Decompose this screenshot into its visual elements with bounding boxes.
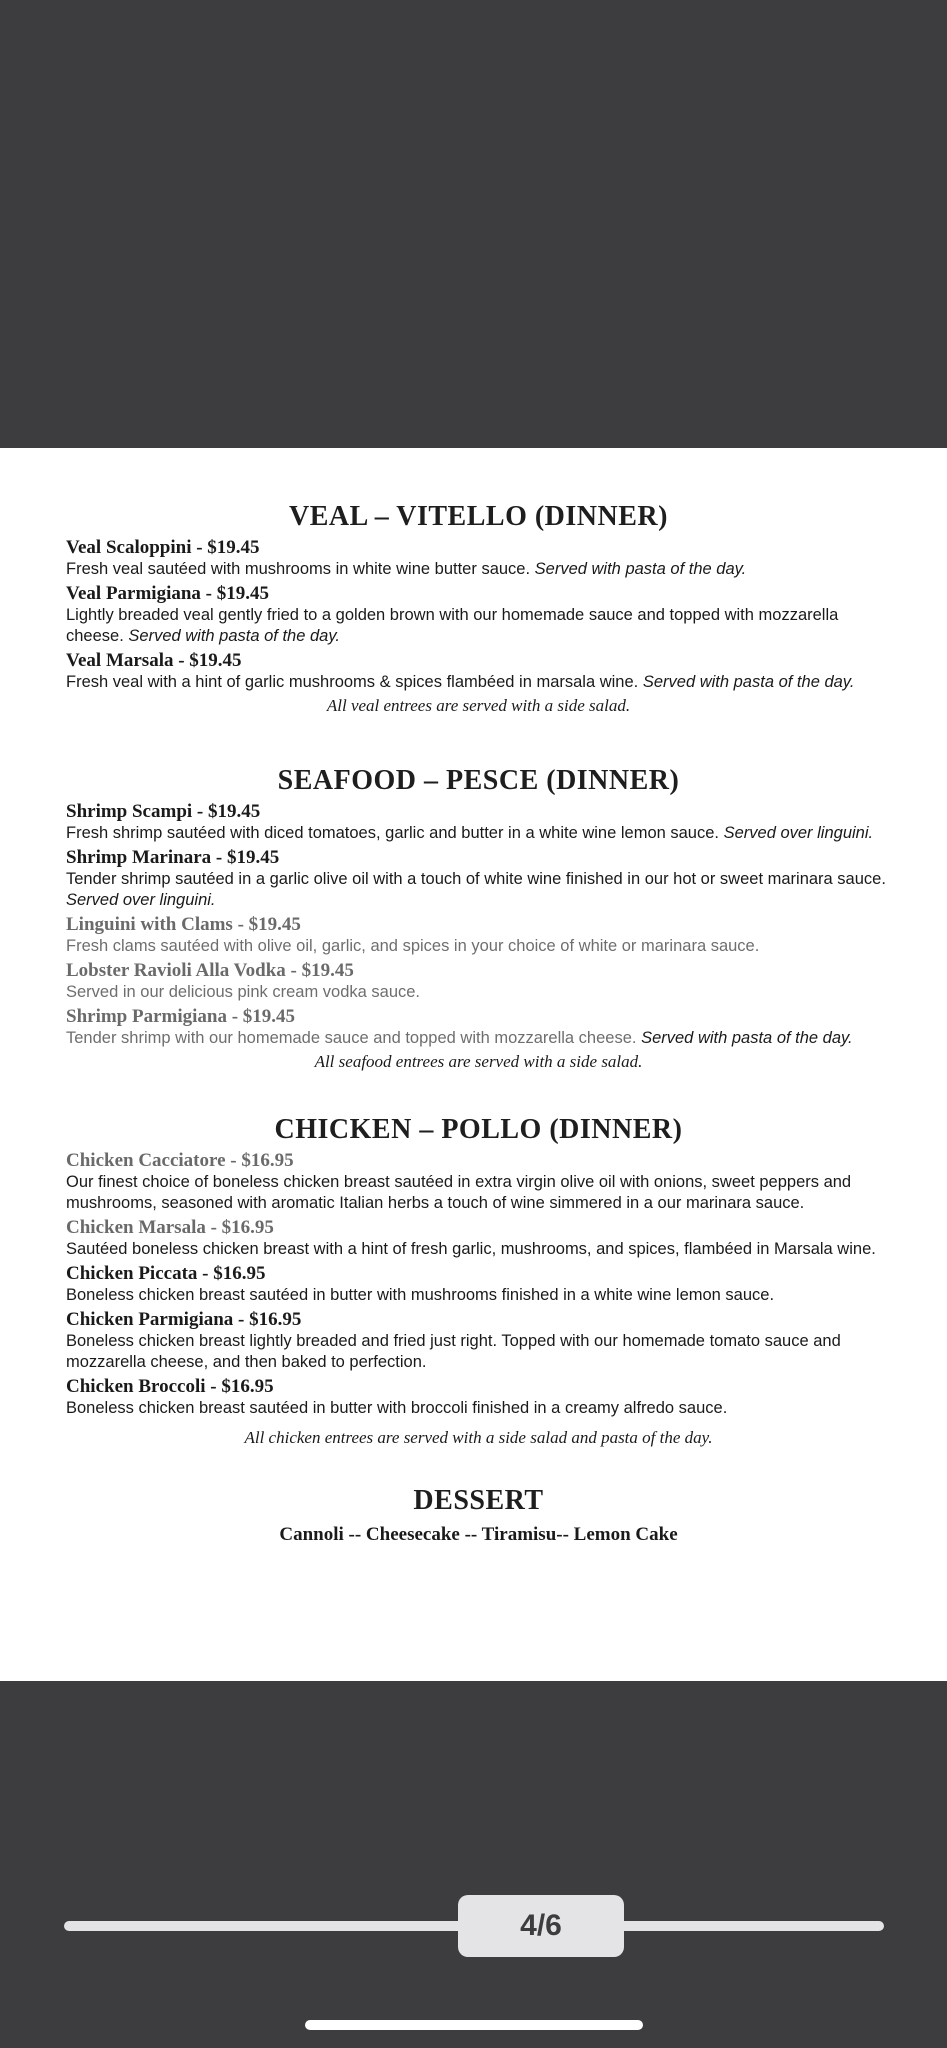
seafood-note: All seafood entrees are served with a side salad.: [314, 1052, 643, 1071]
page-indicator[interactable]: 4/6: [458, 1895, 624, 1957]
menu-item-desc: Lightly breaded veal gently fried to a golden brown with our homemade sauce and topped with mozzarella cheese. Served with pasta of the day.: [66, 606, 839, 645]
menu-item-name: Veal Marsala - $19.45: [66, 650, 242, 671]
menu-item-name: Shrimp Marinara - $19.45: [66, 847, 280, 868]
veal-section-title: VEAL – VITELLO (DINNER): [289, 501, 668, 532]
menu-item-name: Veal Scaloppini - $19.45: [66, 537, 260, 558]
menu-item-name: Veal Parmigiana - $19.45: [66, 583, 270, 604]
chicken-note: All chicken entrees are served with a side salad and pasta of the day.: [244, 1428, 713, 1447]
menu-item-desc: Sautéed boneless chicken breast with a hint of fresh garlic, mushrooms, and spices, flambéed in Marsala wine.: [66, 1240, 876, 1258]
menu-page: [0, 448, 947, 1681]
menu-item-desc: Tender shrimp sautéed in a garlic olive oil with a touch of white wine finished in our hot or sweet marinara sauce. Served over linguini.: [66, 870, 886, 909]
seafood-section: [66, 764, 891, 1073]
menu-item-name: Lobster Ravioli Alla Vodka - $19.45: [66, 960, 354, 981]
chicken-section: [66, 1113, 891, 1449]
menu-item-name: Chicken Piccata - $16.95: [66, 1263, 266, 1284]
menu-item-desc: Fresh veal with a hint of garlic mushrooms & spices flambéed in marsala wine. Served with pasta of the day.: [66, 673, 855, 691]
menu-item-name: Chicken Broccoli - $16.95: [66, 1376, 274, 1397]
dessert-list: Cannoli -- Cheesecake -- Tiramisu-- Lemon Cake: [279, 1524, 678, 1545]
menu-item-desc: Boneless chicken breast lightly breaded and fried just right. Topped with our homemade tomato sauce and mozzarella cheese, and then baked to perfection.: [66, 1332, 841, 1371]
menu-item-name: Chicken Cacciatore - $16.95: [66, 1150, 294, 1171]
menu-item-desc: Fresh veal sautéed with mushrooms in white wine butter sauce. Served with pasta of the day.: [66, 560, 747, 578]
veal-section: [66, 500, 891, 717]
menu-item-desc: Boneless chicken breast sautéed in butter with mushrooms finished in a white wine lemon sauce.: [66, 1286, 775, 1304]
menu-item-desc: Served in our delicious pink cream vodka sauce.: [66, 983, 421, 1001]
menu-item-name: Shrimp Parmigiana - $19.45: [66, 1006, 296, 1027]
dessert-section: [66, 1484, 891, 1546]
dessert-section-title: DESSERT: [413, 1485, 544, 1516]
menu-item-name: Chicken Marsala - $16.95: [66, 1217, 274, 1238]
menu-item-desc: Tender shrimp with our homemade sauce and topped with mozzarella cheese. Served with pasta of the day.: [66, 1029, 853, 1047]
menu-item-desc: Fresh shrimp sautéed with diced tomatoes, garlic and butter in a white wine lemon sauce. Served over linguini.: [66, 824, 874, 842]
menu-item-name: Shrimp Scampi - $19.45: [66, 801, 261, 822]
menu-item-desc: Fresh clams sautéed with olive oil, garlic, and spices in your choice of white or marinara sauce.: [66, 937, 760, 955]
home-indicator[interactable]: [305, 2020, 643, 2030]
menu-item-desc: Our finest choice of boneless chicken breast sautéed in extra virgin olive oil with onions, sweet peppers and mushrooms, seasoned with aromatic Italian herbs a touch of wine simmered in a our marinara sauce.: [66, 1173, 852, 1212]
menu-item-name: Chicken Parmigiana - $16.95: [66, 1309, 302, 1330]
menu-item-name: Linguini with Clams - $19.45: [66, 914, 301, 935]
veal-note: All veal entrees are served with a side salad.: [326, 696, 631, 715]
chicken-section-title: CHICKEN – POLLO (DINNER): [274, 1114, 683, 1145]
seafood-section-title: SEAFOOD – PESCE (DINNER): [277, 765, 680, 796]
menu-item-desc: Boneless chicken breast sautéed in butter with broccoli finished in a creamy alfredo sauce.: [66, 1399, 728, 1417]
